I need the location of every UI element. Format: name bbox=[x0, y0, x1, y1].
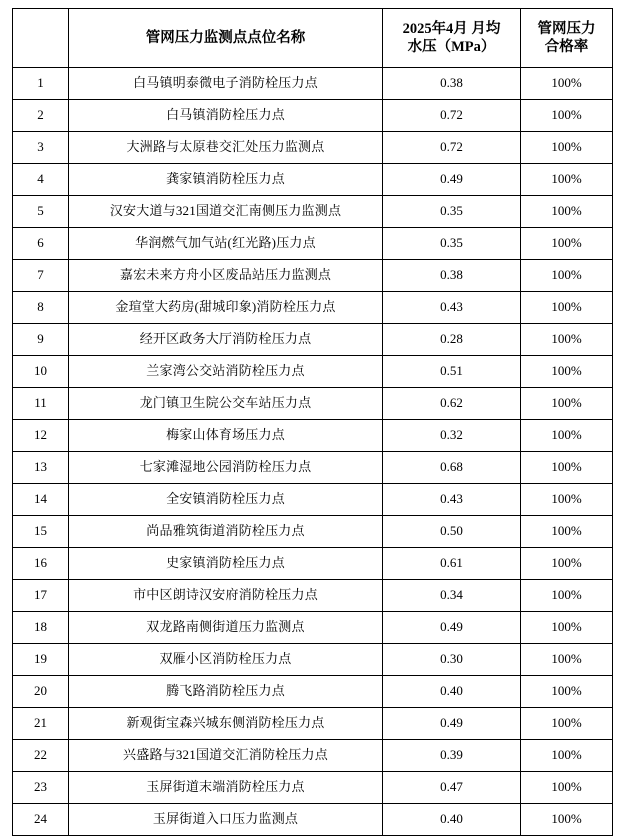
monitor-point-name: 经开区政务大厅消防栓压力点 bbox=[69, 324, 383, 356]
monitor-point-name: 华润燃气加气站(红光路)压力点 bbox=[69, 228, 383, 260]
column-header-index bbox=[13, 9, 69, 68]
row-index: 21 bbox=[13, 708, 69, 740]
monthly-average-pressure: 0.40 bbox=[383, 804, 521, 836]
table-row bbox=[13, 228, 613, 260]
row-index: 16 bbox=[13, 548, 69, 580]
monthly-average-pressure: 0.28 bbox=[383, 324, 521, 356]
row-index: 7 bbox=[13, 260, 69, 292]
row-index: 9 bbox=[13, 324, 69, 356]
pressure-pass-rate: 100% bbox=[521, 740, 613, 772]
monitor-point-name: 市中区朗诗汉安府消防栓压力点 bbox=[69, 580, 383, 612]
monthly-average-pressure: 0.68 bbox=[383, 452, 521, 484]
monitor-point-name: 大洲路与太原巷交汇处压力监测点 bbox=[69, 132, 383, 164]
monthly-average-pressure: 0.61 bbox=[383, 548, 521, 580]
monitor-point-name: 兰家湾公交站消防栓压力点 bbox=[69, 356, 383, 388]
row-index: 3 bbox=[13, 132, 69, 164]
monthly-average-pressure: 0.35 bbox=[383, 228, 521, 260]
pressure-pass-rate: 100% bbox=[521, 772, 613, 804]
pressure-pass-rate: 100% bbox=[521, 708, 613, 740]
row-index: 19 bbox=[13, 644, 69, 676]
table-row bbox=[13, 452, 613, 484]
table-row bbox=[13, 740, 613, 772]
pressure-pass-rate: 100% bbox=[521, 676, 613, 708]
table-row bbox=[13, 100, 613, 132]
monthly-average-pressure: 0.72 bbox=[383, 132, 521, 164]
row-index: 11 bbox=[13, 388, 69, 420]
row-index: 1 bbox=[13, 68, 69, 100]
pressure-pass-rate: 100% bbox=[521, 100, 613, 132]
pressure-pass-rate: 100% bbox=[521, 580, 613, 612]
pressure-pass-rate: 100% bbox=[521, 452, 613, 484]
row-index: 18 bbox=[13, 612, 69, 644]
table-row bbox=[13, 132, 613, 164]
table-row bbox=[13, 68, 613, 100]
monitor-point-name: 双龙路南侧街道压力监测点 bbox=[69, 612, 383, 644]
monitor-point-name: 全安镇消防栓压力点 bbox=[69, 484, 383, 516]
monthly-average-pressure: 0.51 bbox=[383, 356, 521, 388]
monthly-average-pressure: 0.49 bbox=[383, 612, 521, 644]
monitor-point-name: 金瑄堂大药房(甜城印象)消防栓压力点 bbox=[69, 292, 383, 324]
column-header-rate bbox=[521, 9, 613, 68]
pressure-pass-rate: 100% bbox=[521, 132, 613, 164]
table-row bbox=[13, 708, 613, 740]
column-header-pressure-line1: 2025年4月 月均 bbox=[402, 20, 501, 37]
monthly-average-pressure: 0.72 bbox=[383, 100, 521, 132]
row-index: 20 bbox=[13, 676, 69, 708]
row-index: 14 bbox=[13, 484, 69, 516]
monthly-average-pressure: 0.49 bbox=[383, 164, 521, 196]
pressure-pass-rate: 100% bbox=[521, 196, 613, 228]
row-index: 23 bbox=[13, 772, 69, 804]
monitor-point-name: 汉安大道与321国道交汇南侧压力监测点 bbox=[69, 196, 383, 228]
row-index: 24 bbox=[13, 804, 69, 836]
pressure-pass-rate: 100% bbox=[521, 228, 613, 260]
pressure-pass-rate: 100% bbox=[521, 484, 613, 516]
monitor-point-name: 玉屏街道入口压力监测点 bbox=[69, 804, 383, 836]
row-index: 5 bbox=[13, 196, 69, 228]
monitor-point-name: 双雁小区消防栓压力点 bbox=[69, 644, 383, 676]
table-row bbox=[13, 644, 613, 676]
monthly-average-pressure: 0.38 bbox=[383, 260, 521, 292]
row-index: 2 bbox=[13, 100, 69, 132]
table-row bbox=[13, 548, 613, 580]
table-row bbox=[13, 676, 613, 708]
column-header-rate-line1: 管网压力 bbox=[537, 20, 596, 37]
monthly-average-pressure: 0.43 bbox=[383, 484, 521, 516]
table-header bbox=[13, 9, 613, 68]
row-index: 22 bbox=[13, 740, 69, 772]
monthly-average-pressure: 0.43 bbox=[383, 292, 521, 324]
monitor-point-name: 白马镇明泰微电子消防栓压力点 bbox=[69, 68, 383, 100]
monthly-average-pressure: 0.34 bbox=[383, 580, 521, 612]
table-row bbox=[13, 484, 613, 516]
table-row bbox=[13, 804, 613, 836]
monitor-point-name: 龙门镇卫生院公交车站压力点 bbox=[69, 388, 383, 420]
table-row bbox=[13, 196, 613, 228]
row-index: 10 bbox=[13, 356, 69, 388]
monitor-point-name: 史家镇消防栓压力点 bbox=[69, 548, 383, 580]
pressure-pass-rate: 100% bbox=[521, 644, 613, 676]
table-row bbox=[13, 260, 613, 292]
monthly-average-pressure: 0.38 bbox=[383, 68, 521, 100]
table-row bbox=[13, 580, 613, 612]
pressure-pass-rate: 100% bbox=[521, 260, 613, 292]
row-index: 12 bbox=[13, 420, 69, 452]
row-index: 17 bbox=[13, 580, 69, 612]
table-row bbox=[13, 612, 613, 644]
monthly-average-pressure: 0.50 bbox=[383, 516, 521, 548]
table-row bbox=[13, 388, 613, 420]
monitor-point-name: 龚家镇消防栓压力点 bbox=[69, 164, 383, 196]
row-index: 8 bbox=[13, 292, 69, 324]
monthly-average-pressure: 0.49 bbox=[383, 708, 521, 740]
table-row bbox=[13, 164, 613, 196]
table-body bbox=[13, 68, 613, 836]
row-index: 6 bbox=[13, 228, 69, 260]
pressure-pass-rate: 100% bbox=[521, 420, 613, 452]
row-index: 4 bbox=[13, 164, 69, 196]
pressure-pass-rate: 100% bbox=[521, 324, 613, 356]
column-header-pressure bbox=[383, 9, 521, 68]
monitor-point-name: 兴盛路与321国道交汇消防栓压力点 bbox=[69, 740, 383, 772]
row-index: 15 bbox=[13, 516, 69, 548]
row-index: 13 bbox=[13, 452, 69, 484]
table-row bbox=[13, 324, 613, 356]
monthly-average-pressure: 0.62 bbox=[383, 388, 521, 420]
pressure-pass-rate: 100% bbox=[521, 164, 613, 196]
monitor-point-name: 梅家山体育场压力点 bbox=[69, 420, 383, 452]
column-header-pressure-line2: 水压（MPa） bbox=[407, 39, 496, 55]
monthly-average-pressure: 0.40 bbox=[383, 676, 521, 708]
monitor-point-name: 尚品雅筑街道消防栓压力点 bbox=[69, 516, 383, 548]
pressure-pass-rate: 100% bbox=[521, 356, 613, 388]
pressure-monitoring-table bbox=[12, 8, 613, 836]
pressure-pass-rate: 100% bbox=[521, 804, 613, 836]
table-row bbox=[13, 356, 613, 388]
table-header-row bbox=[13, 9, 613, 68]
monthly-average-pressure: 0.30 bbox=[383, 644, 521, 676]
monitor-point-name: 玉屏街道末端消防栓压力点 bbox=[69, 772, 383, 804]
pressure-pass-rate: 100% bbox=[521, 548, 613, 580]
column-header-name: 管网压力监测点点位名称 bbox=[69, 9, 383, 68]
table-row bbox=[13, 292, 613, 324]
pressure-pass-rate: 100% bbox=[521, 516, 613, 548]
column-header-rate-line2: 合格率 bbox=[544, 39, 589, 55]
pressure-pass-rate: 100% bbox=[521, 292, 613, 324]
monthly-average-pressure: 0.32 bbox=[383, 420, 521, 452]
monitor-point-name: 七家滩湿地公园消防栓压力点 bbox=[69, 452, 383, 484]
monthly-average-pressure: 0.47 bbox=[383, 772, 521, 804]
pressure-pass-rate: 100% bbox=[521, 68, 613, 100]
monthly-average-pressure: 0.39 bbox=[383, 740, 521, 772]
pressure-pass-rate: 100% bbox=[521, 388, 613, 420]
monitor-point-name: 腾飞路消防栓压力点 bbox=[69, 676, 383, 708]
monitor-point-name: 嘉宏未来方舟小区废品站压力监测点 bbox=[69, 260, 383, 292]
table-row bbox=[13, 516, 613, 548]
table-row bbox=[13, 772, 613, 804]
monitor-point-name: 白马镇消防栓压力点 bbox=[69, 100, 383, 132]
pressure-pass-rate: 100% bbox=[521, 612, 613, 644]
monthly-average-pressure: 0.35 bbox=[383, 196, 521, 228]
monitor-point-name: 新观街宝森兴城东侧消防栓压力点 bbox=[69, 708, 383, 740]
table-row bbox=[13, 420, 613, 452]
